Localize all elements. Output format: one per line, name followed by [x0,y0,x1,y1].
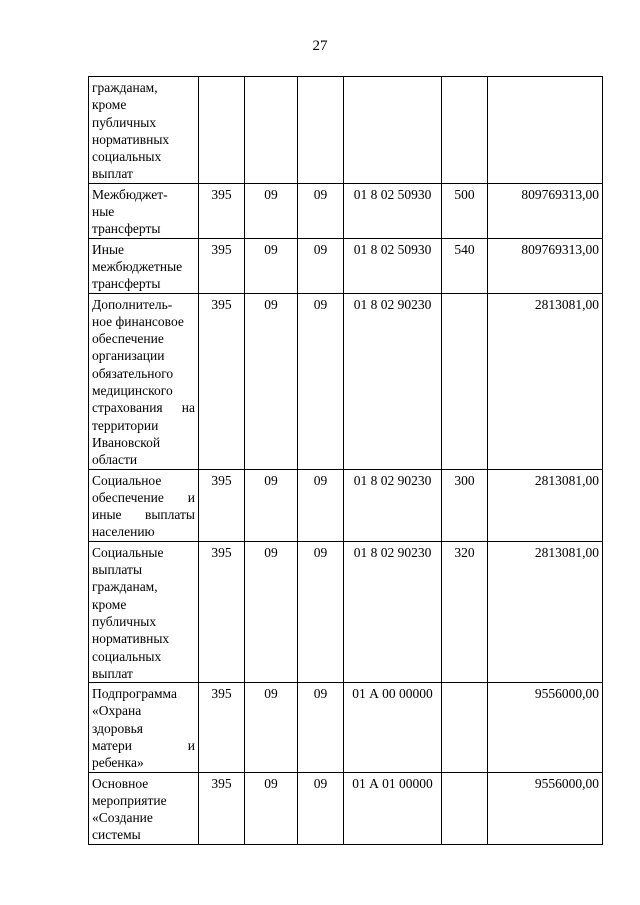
row-name-line: Социальные [92,544,164,560]
row-name-cell [89,238,199,293]
sum-cell: 2813081,00 [488,469,603,541]
row-name-line: выплат [92,166,133,182]
row-name-line: публичных [92,613,157,629]
vr-cell [442,293,488,469]
row-name-line: обеспечение [92,331,164,347]
rz-cell: 09 [245,293,298,469]
csr-cell: 01 8 02 50930 [344,238,442,293]
csr-cell: 01 А 00 00000 [344,683,442,772]
vr-cell [442,77,488,184]
row-name-line: кроме [92,596,127,612]
row-name-line: территории [92,417,159,433]
row-name-line: Иные [92,241,125,257]
row-name-line: медицинского [92,383,173,399]
table-row [89,238,603,293]
row-name-line: Подпрограмма [92,686,177,702]
rz-cell: 09 [245,469,298,541]
row-name-line: гражданам, [92,579,158,595]
row-name-line: публичных [92,114,157,130]
page-number: 27 [312,38,328,54]
pr-cell: 09 [298,683,344,772]
row-name-line: выплаты [92,562,143,578]
row-name-line: матери и [92,737,195,753]
row-name-line: выплат [92,665,133,681]
gr-cell: 395 [199,683,245,772]
row-name-line: ное финансовое [92,313,184,329]
csr-cell: 01 8 02 90230 [344,293,442,469]
csr-cell: 01 8 02 90230 [344,541,442,682]
row-name-line: иные выплаты [92,507,195,523]
row-name-line: Межбюджет- [92,186,168,202]
row-name-line: ребенка» [92,755,144,771]
row-name-line: организации [92,348,165,364]
row-name-cell [89,293,199,469]
table-row [89,469,603,541]
row-name-line: Ивановской [92,434,161,450]
sum-cell: 9556000,00 [488,772,603,844]
row-name-line: социальных [92,648,162,664]
table-body [89,77,603,845]
pr-cell: 09 [298,469,344,541]
row-name-line: «Создание [92,810,153,826]
row-name-line: здоровья [92,720,143,736]
vr-cell: 540 [442,238,488,293]
row-name-line: нормативных [92,131,170,147]
row-name-line: Социальное [92,472,162,488]
sum-cell: 2813081,00 [488,293,603,469]
csr-cell: 01 8 02 50930 [344,183,442,238]
row-name-line: «Охрана [92,703,142,719]
row-name-line: гражданам, [92,80,158,95]
sum-cell: 9556000,00 [488,683,603,772]
csr-cell [344,77,442,184]
row-name-line: трансферты [92,221,161,237]
sum-cell [488,77,603,184]
row-name-cell [89,469,199,541]
sum-cell: 2813081,00 [488,541,603,682]
gr-cell: 395 [199,183,245,238]
row-name-line: межбюджетные [92,258,183,274]
row-name-line: кроме [92,97,127,113]
gr-cell: 395 [199,238,245,293]
rz-cell [245,77,298,184]
row-name-cell [89,183,199,238]
vr-cell [442,683,488,772]
pr-cell: 09 [298,238,344,293]
vr-cell [442,772,488,844]
table-row [89,683,603,772]
row-name-line: социальных [92,149,162,165]
row-name-line: Основное [92,775,149,791]
vr-cell: 500 [442,183,488,238]
budget-table [88,76,603,845]
row-name-line: системы [92,827,141,843]
rz-cell: 09 [245,683,298,772]
sum-cell: 809769313,00 [488,183,603,238]
row-name-line: нормативных [92,631,170,647]
row-name-line: ные [92,204,115,220]
row-name-line: населению [92,524,155,540]
rz-cell: 09 [245,183,298,238]
table-row [89,77,603,184]
gr-cell [199,77,245,184]
rz-cell: 09 [245,772,298,844]
vr-cell: 300 [442,469,488,541]
table-row [89,541,603,682]
pr-cell [298,77,344,184]
table-row [89,183,603,238]
rz-cell: 09 [245,541,298,682]
pr-cell: 09 [298,183,344,238]
row-name-line: Дополнитель- [92,296,173,312]
pr-cell: 09 [298,293,344,469]
gr-cell: 395 [199,772,245,844]
gr-cell: 395 [199,293,245,469]
row-name-line: области [92,452,138,468]
vr-cell: 320 [442,541,488,682]
csr-cell: 01 А 01 00000 [344,772,442,844]
row-name-line: трансферты [92,276,161,292]
csr-cell: 01 8 02 90230 [344,469,442,541]
row-name-line: страхования на [92,400,195,416]
row-name-cell [89,683,199,772]
row-name-cell [89,541,199,682]
rz-cell: 09 [245,238,298,293]
pr-cell: 09 [298,772,344,844]
gr-cell: 395 [199,541,245,682]
table-row [89,293,603,469]
row-name-cell [89,77,199,184]
row-name-line: обеспечение и [92,489,195,505]
gr-cell: 395 [199,469,245,541]
table-row [89,772,603,844]
row-name-line: обязательного [92,365,174,381]
row-name-cell [89,772,199,844]
pr-cell: 09 [298,541,344,682]
row-name-line: мероприятие [92,792,167,808]
sum-cell: 809769313,00 [488,238,603,293]
